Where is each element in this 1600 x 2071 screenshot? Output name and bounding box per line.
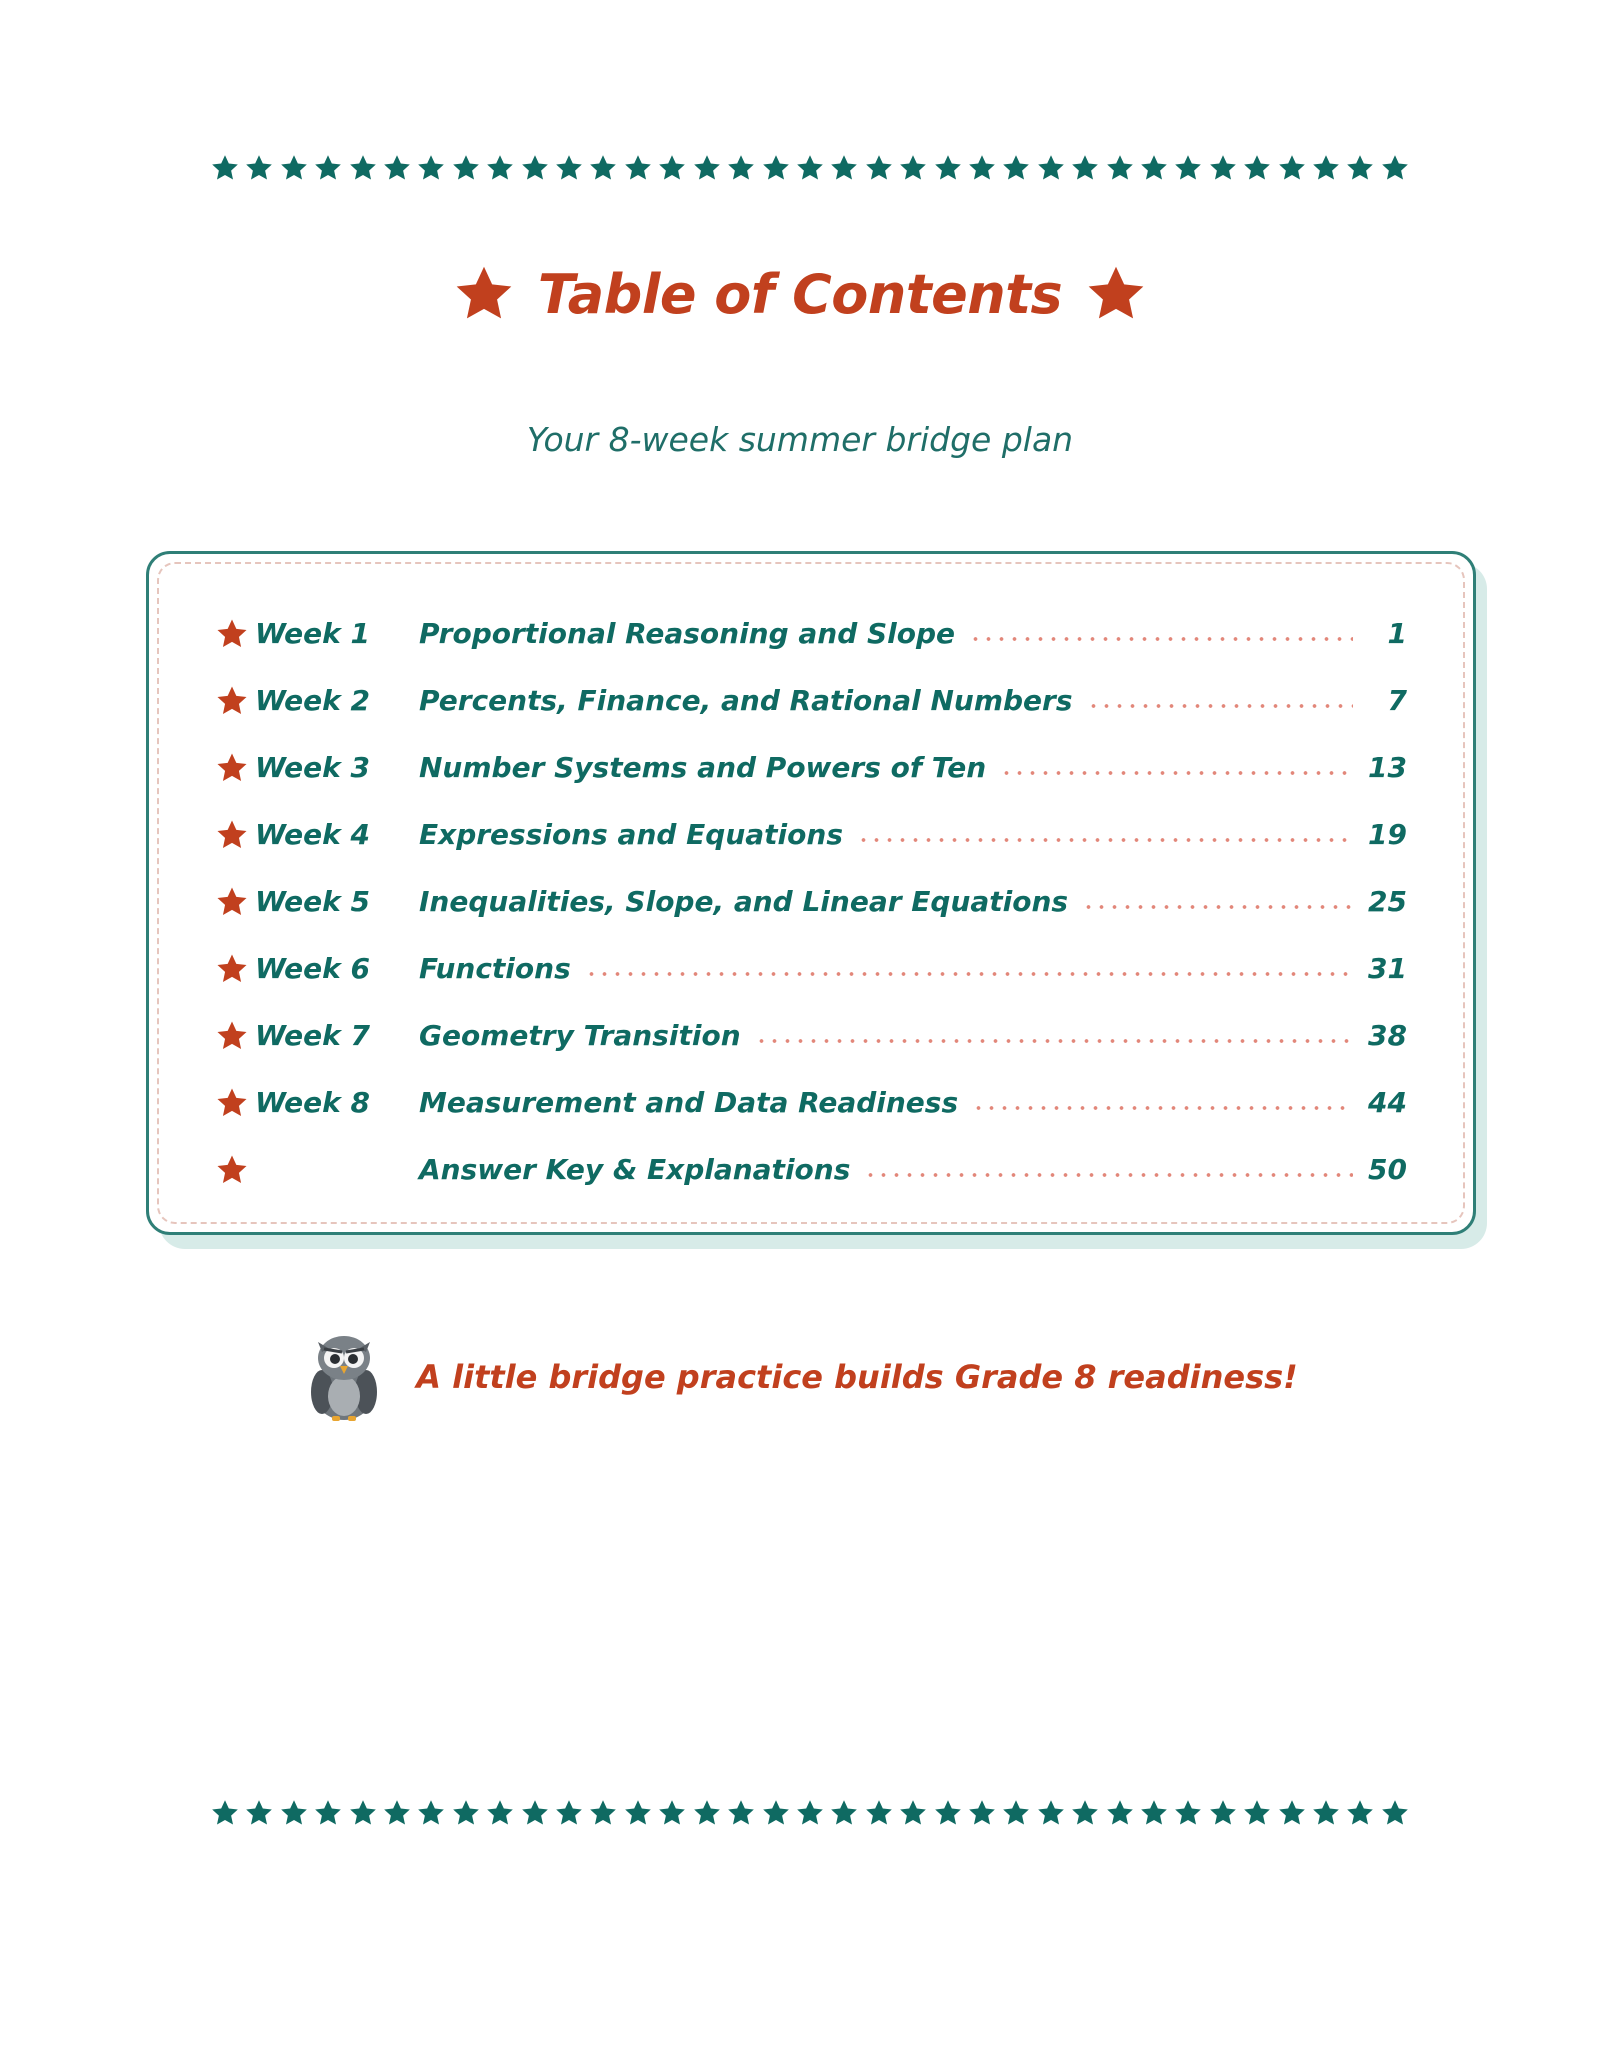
toc-entry[interactable] (215, 801, 1407, 868)
toc-page-number: 7 (1387, 684, 1407, 717)
toc-page-number: 50 (1368, 1153, 1407, 1186)
border-star-icon (967, 153, 997, 183)
border-star-icon (1242, 153, 1272, 183)
toc-week-label: Week 5 (255, 885, 370, 918)
toc-card (146, 551, 1476, 1235)
star-icon (215, 818, 255, 852)
border-star-icon (1139, 153, 1169, 183)
border-star-icon (588, 1798, 618, 1828)
border-star-icon (416, 153, 446, 183)
dotted-leader (1082, 905, 1353, 909)
subtitle: Your 8-week summer bridge plan (526, 420, 1074, 459)
border-star-icon (313, 153, 343, 183)
border-star-icon (829, 1798, 859, 1828)
border-star-icon (692, 153, 722, 183)
toc-page-number: 1 (1387, 617, 1407, 650)
border-star-icon (1242, 1798, 1272, 1828)
toc-page-number: 13 (1368, 751, 1407, 784)
star-icon (1084, 262, 1148, 326)
border-star-icon (761, 153, 791, 183)
toc-topic: Proportional Reasoning and Slope (419, 617, 956, 650)
toc-week-label: Week 2 (255, 684, 370, 717)
toc-entry[interactable] (215, 1136, 1407, 1203)
star-icon (215, 751, 255, 785)
toc-week-label: Week 1 (255, 617, 370, 650)
border-star-icon (1070, 153, 1100, 183)
border-star-icon (1139, 1798, 1169, 1828)
border-star-icon (485, 1798, 515, 1828)
dotted-leader (857, 838, 1353, 842)
border-star-icon (313, 1798, 343, 1828)
border-star-icon (657, 153, 687, 183)
toc-week-label: Week 8 (255, 1086, 370, 1119)
toc-topic: Measurement and Data Readiness (419, 1086, 959, 1119)
border-star-icon (451, 1798, 481, 1828)
border-star-icon (1277, 153, 1307, 183)
border-star-icon (554, 153, 584, 183)
border-star-icon (1173, 1798, 1203, 1828)
border-star-icon (1311, 153, 1341, 183)
border-star-icon (520, 153, 550, 183)
border-star-icon (416, 1798, 446, 1828)
border-star-icon (1345, 1798, 1375, 1828)
toc-page-number: 19 (1368, 818, 1407, 851)
border-star-icon (210, 153, 240, 183)
border-star-icon (348, 1798, 378, 1828)
border-star-icon (1105, 1798, 1135, 1828)
border-star-icon (657, 1798, 687, 1828)
dotted-leader (1087, 704, 1353, 708)
border-star-icon (623, 1798, 653, 1828)
star-icon (215, 1153, 255, 1187)
star-icon (452, 262, 516, 326)
star-icon (215, 1019, 255, 1053)
border-star-icon (520, 1798, 550, 1828)
toc-entry[interactable] (215, 1002, 1407, 1069)
border-star-icon (1208, 1798, 1238, 1828)
footer-note (0, 1330, 1600, 1424)
border-star-icon (898, 153, 928, 183)
toc-week-label: Week 6 (255, 952, 370, 985)
toc-topic: Expressions and Equations (419, 818, 843, 851)
title-text: Table of Contents (537, 262, 1063, 326)
border-star-icon (726, 1798, 756, 1828)
bottom-star-border (210, 1797, 1410, 1829)
border-star-icon (382, 1798, 412, 1828)
border-star-icon (864, 1798, 894, 1828)
border-star-icon (623, 153, 653, 183)
border-star-icon (1001, 153, 1031, 183)
star-icon (215, 617, 255, 651)
border-star-icon (692, 1798, 722, 1828)
star-icon (215, 1086, 255, 1120)
border-star-icon (382, 153, 412, 183)
border-star-icon (244, 153, 274, 183)
toc-entry[interactable] (215, 935, 1407, 1002)
border-star-icon (210, 1798, 240, 1828)
page-title (0, 262, 1600, 326)
dotted-leader (969, 637, 1353, 641)
toc-topic: Answer Key & Explanations (419, 1153, 851, 1186)
toc-topic: Percents, Finance, and Rational Numbers (419, 684, 1073, 717)
border-star-icon (967, 1798, 997, 1828)
owl-icon (302, 1330, 386, 1424)
border-star-icon (348, 153, 378, 183)
toc-topic: Functions (419, 952, 571, 985)
toc-topic: Number Systems and Powers of Ten (419, 751, 987, 784)
border-star-icon (1105, 153, 1135, 183)
border-star-icon (1070, 1798, 1100, 1828)
border-star-icon (451, 153, 481, 183)
border-star-icon (1173, 153, 1203, 183)
border-star-icon (279, 153, 309, 183)
toc-page-number: 44 (1368, 1086, 1407, 1119)
border-star-icon (795, 153, 825, 183)
border-star-icon (588, 153, 618, 183)
toc-week-label: Week 4 (255, 818, 370, 851)
dotted-leader (585, 972, 1353, 976)
border-star-icon (1277, 1798, 1307, 1828)
toc-week-label: Week 7 (255, 1019, 370, 1052)
toc-entry[interactable] (215, 600, 1407, 667)
encouragement-text: A little bridge practice builds Grade 8 readiness! (416, 1358, 1298, 1396)
toc-page-number: 38 (1368, 1019, 1407, 1052)
border-star-icon (1380, 1798, 1410, 1828)
toc-page-number: 25 (1368, 885, 1407, 918)
border-star-icon (1345, 153, 1375, 183)
border-star-icon (795, 1798, 825, 1828)
toc-week-label: Week 3 (255, 751, 370, 784)
dotted-leader (864, 1173, 1353, 1177)
toc-topic: Inequalities, Slope, and Linear Equations (419, 885, 1069, 918)
toc-list (215, 600, 1407, 1203)
toc-topic: Geometry Transition (419, 1019, 741, 1052)
border-star-icon (1001, 1798, 1031, 1828)
border-star-icon (898, 1798, 928, 1828)
border-star-icon (1208, 153, 1238, 183)
star-icon (215, 684, 255, 718)
border-star-icon (554, 1798, 584, 1828)
top-star-border (210, 152, 1410, 184)
toc-page-number: 31 (1368, 952, 1407, 985)
toc-entry[interactable] (215, 1069, 1407, 1136)
border-star-icon (244, 1798, 274, 1828)
star-icon (215, 952, 255, 986)
star-icon (215, 885, 255, 919)
dotted-leader (1000, 771, 1353, 775)
border-star-icon (485, 153, 515, 183)
toc-entry[interactable] (215, 868, 1407, 935)
border-star-icon (1036, 153, 1066, 183)
toc-entry[interactable] (215, 667, 1407, 734)
dotted-leader (755, 1039, 1353, 1043)
border-star-icon (761, 1798, 791, 1828)
border-star-icon (726, 153, 756, 183)
toc-entry[interactable] (215, 734, 1407, 801)
dotted-leader (972, 1106, 1353, 1110)
border-star-icon (864, 153, 894, 183)
border-star-icon (1380, 153, 1410, 183)
border-star-icon (279, 1798, 309, 1828)
border-star-icon (1036, 1798, 1066, 1828)
border-star-icon (1311, 1798, 1341, 1828)
border-star-icon (829, 153, 859, 183)
border-star-icon (933, 1798, 963, 1828)
border-star-icon (933, 153, 963, 183)
